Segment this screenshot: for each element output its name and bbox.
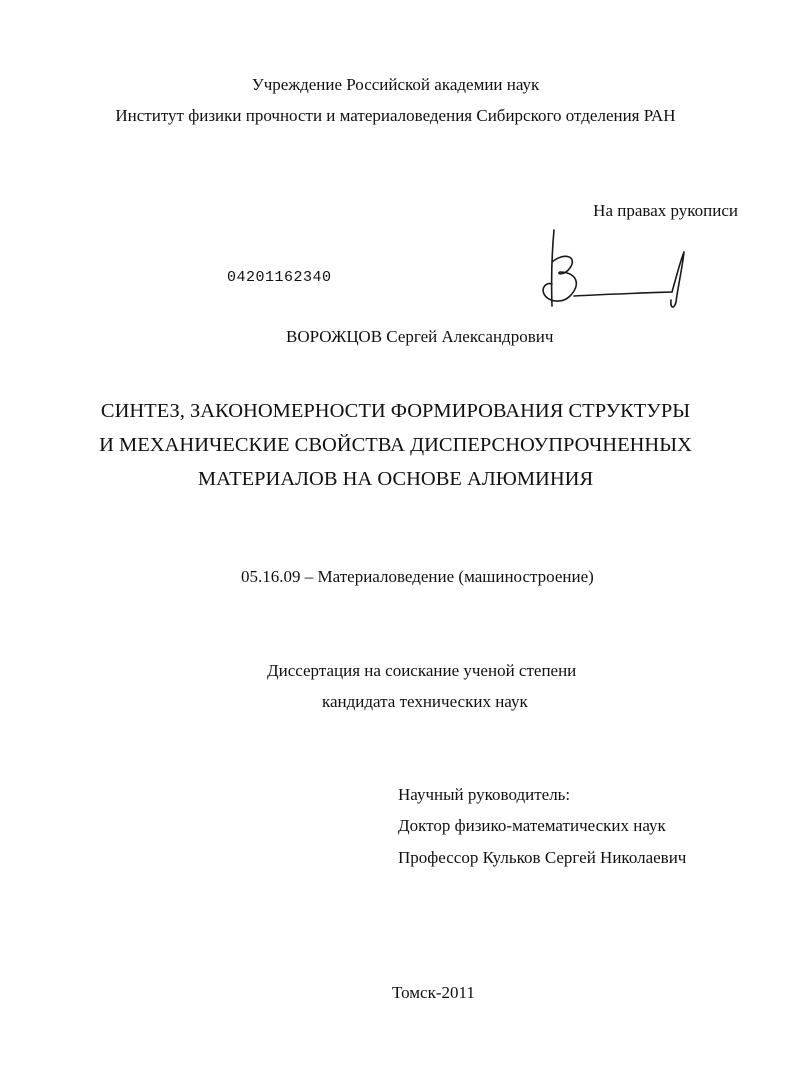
institution-name: Учреждение Российской академии наук xyxy=(251,75,540,94)
manuscript-note: На правах рукописи xyxy=(593,201,738,220)
advisor-label: Научный руководитель: xyxy=(398,785,571,804)
advisor-degree: Доктор физико-математических наук xyxy=(398,816,666,835)
title-line-2: И МЕХАНИЧЕСКИЕ СВОЙСТВА ДИСПЕРСНОУПРОЧНЕННЫХ xyxy=(99,434,692,456)
author-name: ВОРОЖЦОВ Сергей Александрович xyxy=(286,327,554,346)
city-year: Томск-2011 xyxy=(392,983,475,1002)
specialty-code: 05.16.09 – Материаловедение (машиностроение) xyxy=(241,567,594,586)
institute-name: Институт физики прочности и материаловедения Сибирского отделения РАН xyxy=(115,106,676,125)
title-line-3: МАТЕРИАЛОВ НА ОСНОВЕ АЛЮМИНИЯ xyxy=(197,468,594,490)
handwritten-signature xyxy=(530,222,690,312)
title-line-1: СИНТЕЗ, ЗАКОНОМЕРНОСТИ ФОРМИРОВАНИЯ СТРУКТУРЫ xyxy=(100,400,691,422)
advisor-name: Профессор Кульков Сергей Николаевич xyxy=(398,848,687,867)
registry-number: 04201162340 xyxy=(227,269,332,286)
dissertation-degree: кандидата технических наук xyxy=(322,692,528,711)
dissertation-type: Диссертация на соискание ученой степени xyxy=(267,661,577,680)
